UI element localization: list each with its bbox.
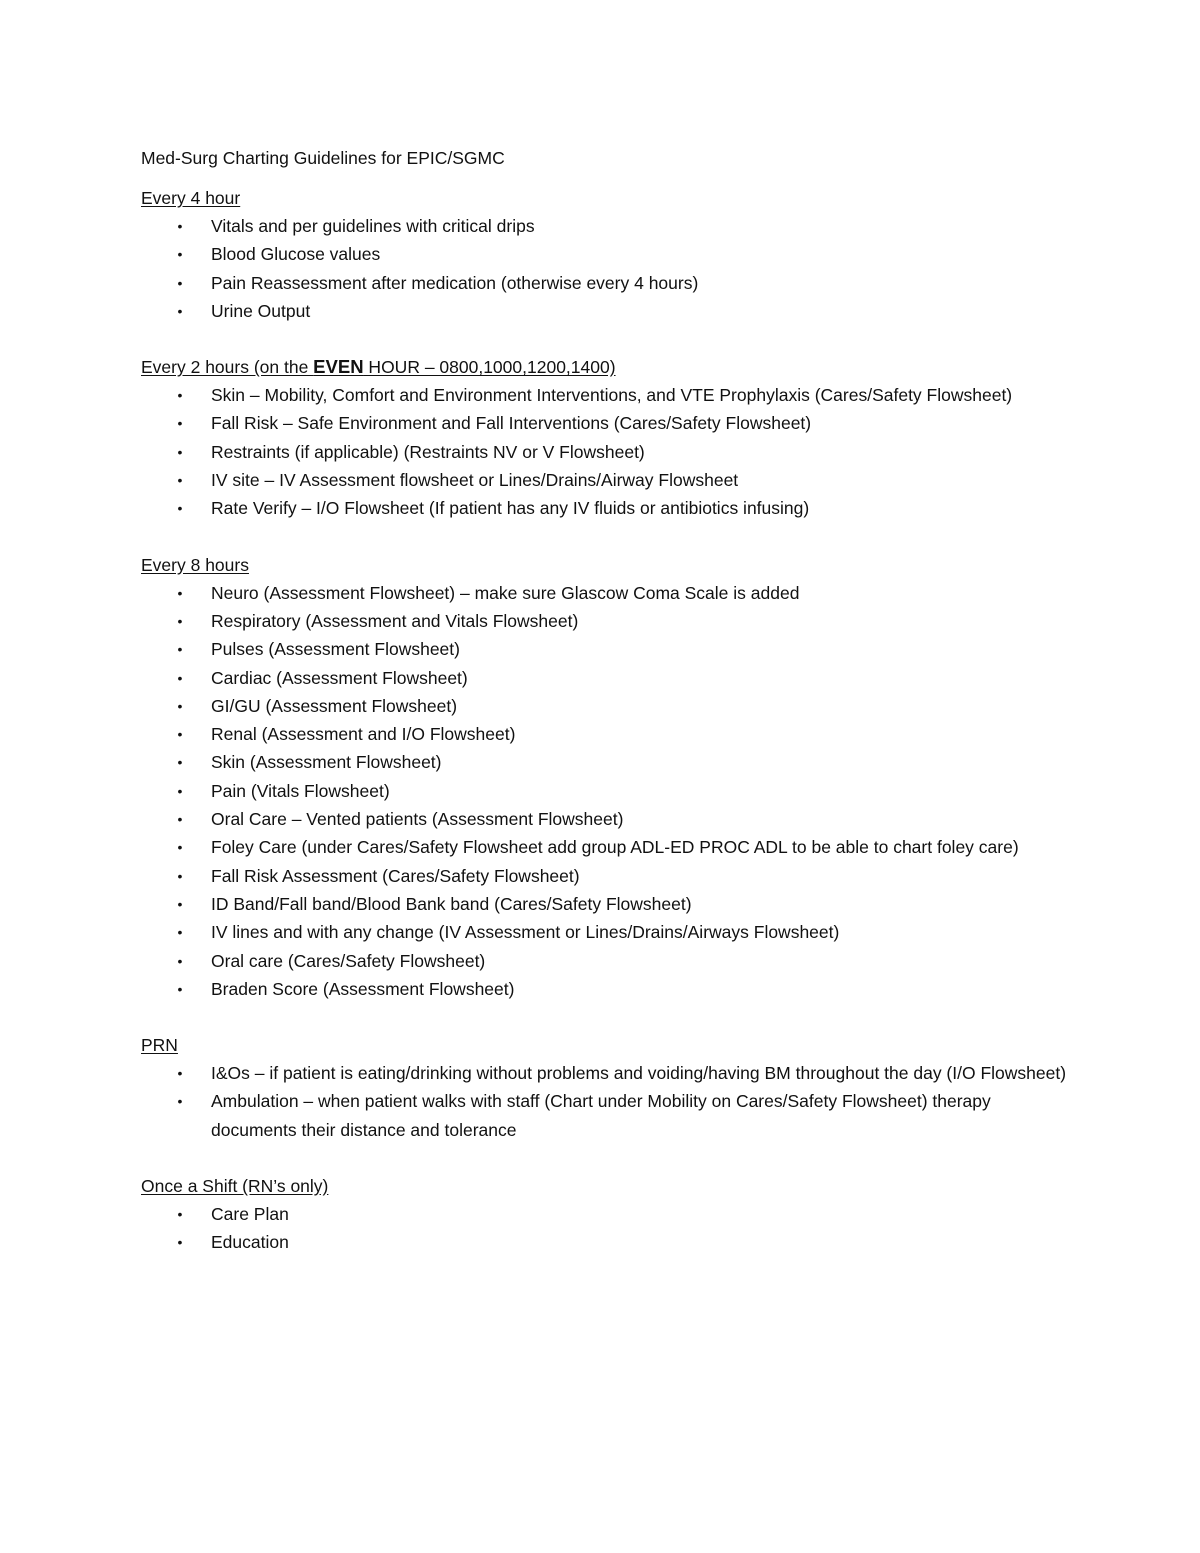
list-item bbox=[141, 240, 1071, 268]
bullet-icon: • bbox=[177, 1093, 183, 1110]
list-item-text: Skin (Assessment Flowsheet) bbox=[211, 752, 442, 773]
list-item bbox=[141, 777, 1071, 805]
bullet-icon: • bbox=[177, 1234, 183, 1251]
heading-prefix: Every 2 hours (on the bbox=[141, 357, 314, 378]
bullet-icon: • bbox=[177, 387, 183, 404]
bullet-icon: • bbox=[177, 1065, 183, 1082]
section-every-2-hours bbox=[141, 353, 1071, 522]
list-item-text: Foley Care (under Cares/Safety Flowsheet add group ADL-ED PROC ADL to be able to chart foley care) bbox=[211, 837, 1019, 858]
list-item-text: ID Band/Fall band/Blood Bank band (Cares/Safety Flowsheet) bbox=[211, 893, 692, 914]
list-item-text: Fall Risk Assessment (Cares/Safety Flowsheet) bbox=[211, 865, 580, 886]
bullet-list-every-4-hour bbox=[141, 212, 1071, 325]
list-item-text: IV site – IV Assessment flowsheet or Lines/Drains/Airway Flowsheet bbox=[211, 470, 739, 491]
bullet-icon: • bbox=[177, 952, 183, 969]
section-every-8-hours bbox=[141, 551, 1071, 1003]
list-item-text: Ambulation – when patient walks with staff (Chart under Mobility on Cares/Safety Flowsheet) therapy documents their distance and tolerance bbox=[211, 1091, 991, 1140]
heading-suffix: HOUR – 0800,1000,1200,1400) bbox=[363, 357, 616, 378]
list-item bbox=[141, 1200, 1071, 1228]
section-heading-once-a-shift: Once a Shift (RN’s only) bbox=[141, 1176, 329, 1197]
list-item-text: Pain (Vitals Flowsheet) bbox=[211, 780, 390, 801]
list-item bbox=[141, 1087, 1071, 1144]
bullet-icon: • bbox=[177, 754, 183, 771]
bullet-icon: • bbox=[177, 641, 183, 658]
bullet-icon: • bbox=[177, 274, 183, 291]
list-item-text: Braden Score (Assessment Flowsheet) bbox=[211, 978, 515, 999]
list-item bbox=[141, 890, 1071, 918]
bullet-icon: • bbox=[177, 782, 183, 799]
list-item-text: Fall Risk – Safe Environment and Fall Interventions (Cares/Safety Flowsheet) bbox=[211, 413, 812, 434]
list-item-text: IV lines and with any change (IV Assessment or Lines/Drains/Airways Flowsheet) bbox=[211, 922, 840, 943]
section-heading-every-8-hours: Every 8 hours bbox=[141, 554, 249, 575]
section-every-4-hour bbox=[141, 184, 1071, 325]
bullet-icon: • bbox=[177, 584, 183, 601]
list-item bbox=[141, 833, 1071, 861]
bullet-icon: • bbox=[177, 924, 183, 941]
list-item bbox=[141, 212, 1071, 240]
bullet-icon: • bbox=[177, 669, 183, 686]
bullet-icon: • bbox=[177, 246, 183, 263]
bullet-icon: • bbox=[177, 811, 183, 828]
list-item bbox=[141, 918, 1071, 946]
list-item bbox=[141, 1059, 1071, 1087]
list-item bbox=[141, 381, 1071, 409]
list-item bbox=[141, 720, 1071, 748]
list-item bbox=[141, 438, 1071, 466]
bullet-list-once-a-shift bbox=[141, 1200, 1071, 1257]
list-item bbox=[141, 269, 1071, 297]
list-item-text: Pain Reassessment after medication (otherwise every 4 hours) bbox=[211, 272, 699, 293]
bullet-icon: • bbox=[177, 895, 183, 912]
list-item-text: Education bbox=[211, 1232, 289, 1253]
page-title: Med-Surg Charting Guidelines for EPIC/SGMC bbox=[141, 148, 505, 168]
list-item bbox=[141, 297, 1071, 325]
list-item-text: Respiratory (Assessment and Vitals Flowsheet) bbox=[211, 610, 579, 631]
list-item-text: Renal (Assessment and I/O Flowsheet) bbox=[211, 724, 516, 745]
bullet-icon: • bbox=[177, 697, 183, 714]
list-item-text: I&Os – if patient is eating/drinking without problems and voiding/having BM throughout the day (I/O Flowsheet) bbox=[211, 1063, 1067, 1084]
list-item bbox=[141, 466, 1071, 494]
section-heading-prn: PRN bbox=[141, 1035, 178, 1056]
list-item bbox=[141, 862, 1071, 890]
section-heading-every-2-hours bbox=[141, 353, 1071, 381]
bullet-icon: • bbox=[177, 612, 183, 629]
list-item-text: Oral Care – Vented patients (Assessment Flowsheet) bbox=[211, 809, 624, 830]
bullet-icon: • bbox=[177, 443, 183, 460]
section-heading-every-4-hour: Every 4 hour bbox=[141, 188, 241, 208]
heading-even-emphasis: EVEN bbox=[313, 356, 364, 378]
bullet-icon: • bbox=[177, 218, 183, 234]
list-item bbox=[141, 947, 1071, 975]
list-item-text: Neuro (Assessment Flowsheet) – make sure Glascow Coma Scale is added bbox=[211, 582, 800, 603]
document-body bbox=[141, 144, 1071, 1285]
bullet-icon: • bbox=[177, 1206, 183, 1223]
list-item bbox=[141, 1228, 1071, 1256]
bullet-list-every-8-hours bbox=[141, 579, 1071, 1003]
bullet-icon: • bbox=[177, 726, 183, 743]
list-item bbox=[141, 494, 1071, 522]
bullet-icon: • bbox=[177, 839, 183, 856]
list-item-text: GI/GU (Assessment Flowsheet) bbox=[211, 695, 458, 716]
list-item-text: Blood Glucose values bbox=[211, 244, 381, 265]
list-item bbox=[141, 607, 1071, 635]
list-item bbox=[141, 664, 1071, 692]
bullet-icon: • bbox=[177, 980, 183, 997]
list-item bbox=[141, 692, 1071, 720]
list-item-text: Care Plan bbox=[211, 1204, 289, 1225]
list-item-text: Rate Verify – I/O Flowsheet (If patient has any IV fluids or antibiotics infusing) bbox=[211, 498, 810, 519]
list-item-text: Vitals and per guidelines with critical drips bbox=[211, 216, 535, 236]
list-item-text: Restraints (if applicable) (Restraints NV or V Flowsheet) bbox=[211, 441, 645, 462]
bullet-list-every-2-hours bbox=[141, 381, 1071, 522]
bullet-list-prn bbox=[141, 1059, 1071, 1144]
list-item bbox=[141, 805, 1071, 833]
list-item-text: Pulses (Assessment Flowsheet) bbox=[211, 639, 460, 660]
bullet-icon: • bbox=[177, 302, 183, 319]
list-item-text: Cardiac (Assessment Flowsheet) bbox=[211, 667, 468, 688]
bullet-icon: • bbox=[177, 472, 183, 489]
section-once-a-shift bbox=[141, 1172, 1071, 1257]
bullet-icon: • bbox=[177, 500, 183, 517]
list-item bbox=[141, 409, 1071, 437]
list-item bbox=[141, 748, 1071, 776]
list-item-text: Urine Output bbox=[211, 300, 311, 321]
list-item-text: Skin – Mobility, Comfort and Environment Interventions, and VTE Prophylaxis (Cares/Safety Flowsheet) bbox=[211, 385, 1013, 406]
list-item bbox=[141, 635, 1071, 663]
section-prn bbox=[141, 1031, 1071, 1144]
bullet-icon: • bbox=[177, 415, 183, 432]
list-item bbox=[141, 579, 1071, 607]
list-item bbox=[141, 975, 1071, 1003]
list-item-text: Oral care (Cares/Safety Flowsheet) bbox=[211, 950, 486, 971]
bullet-icon: • bbox=[177, 867, 183, 884]
